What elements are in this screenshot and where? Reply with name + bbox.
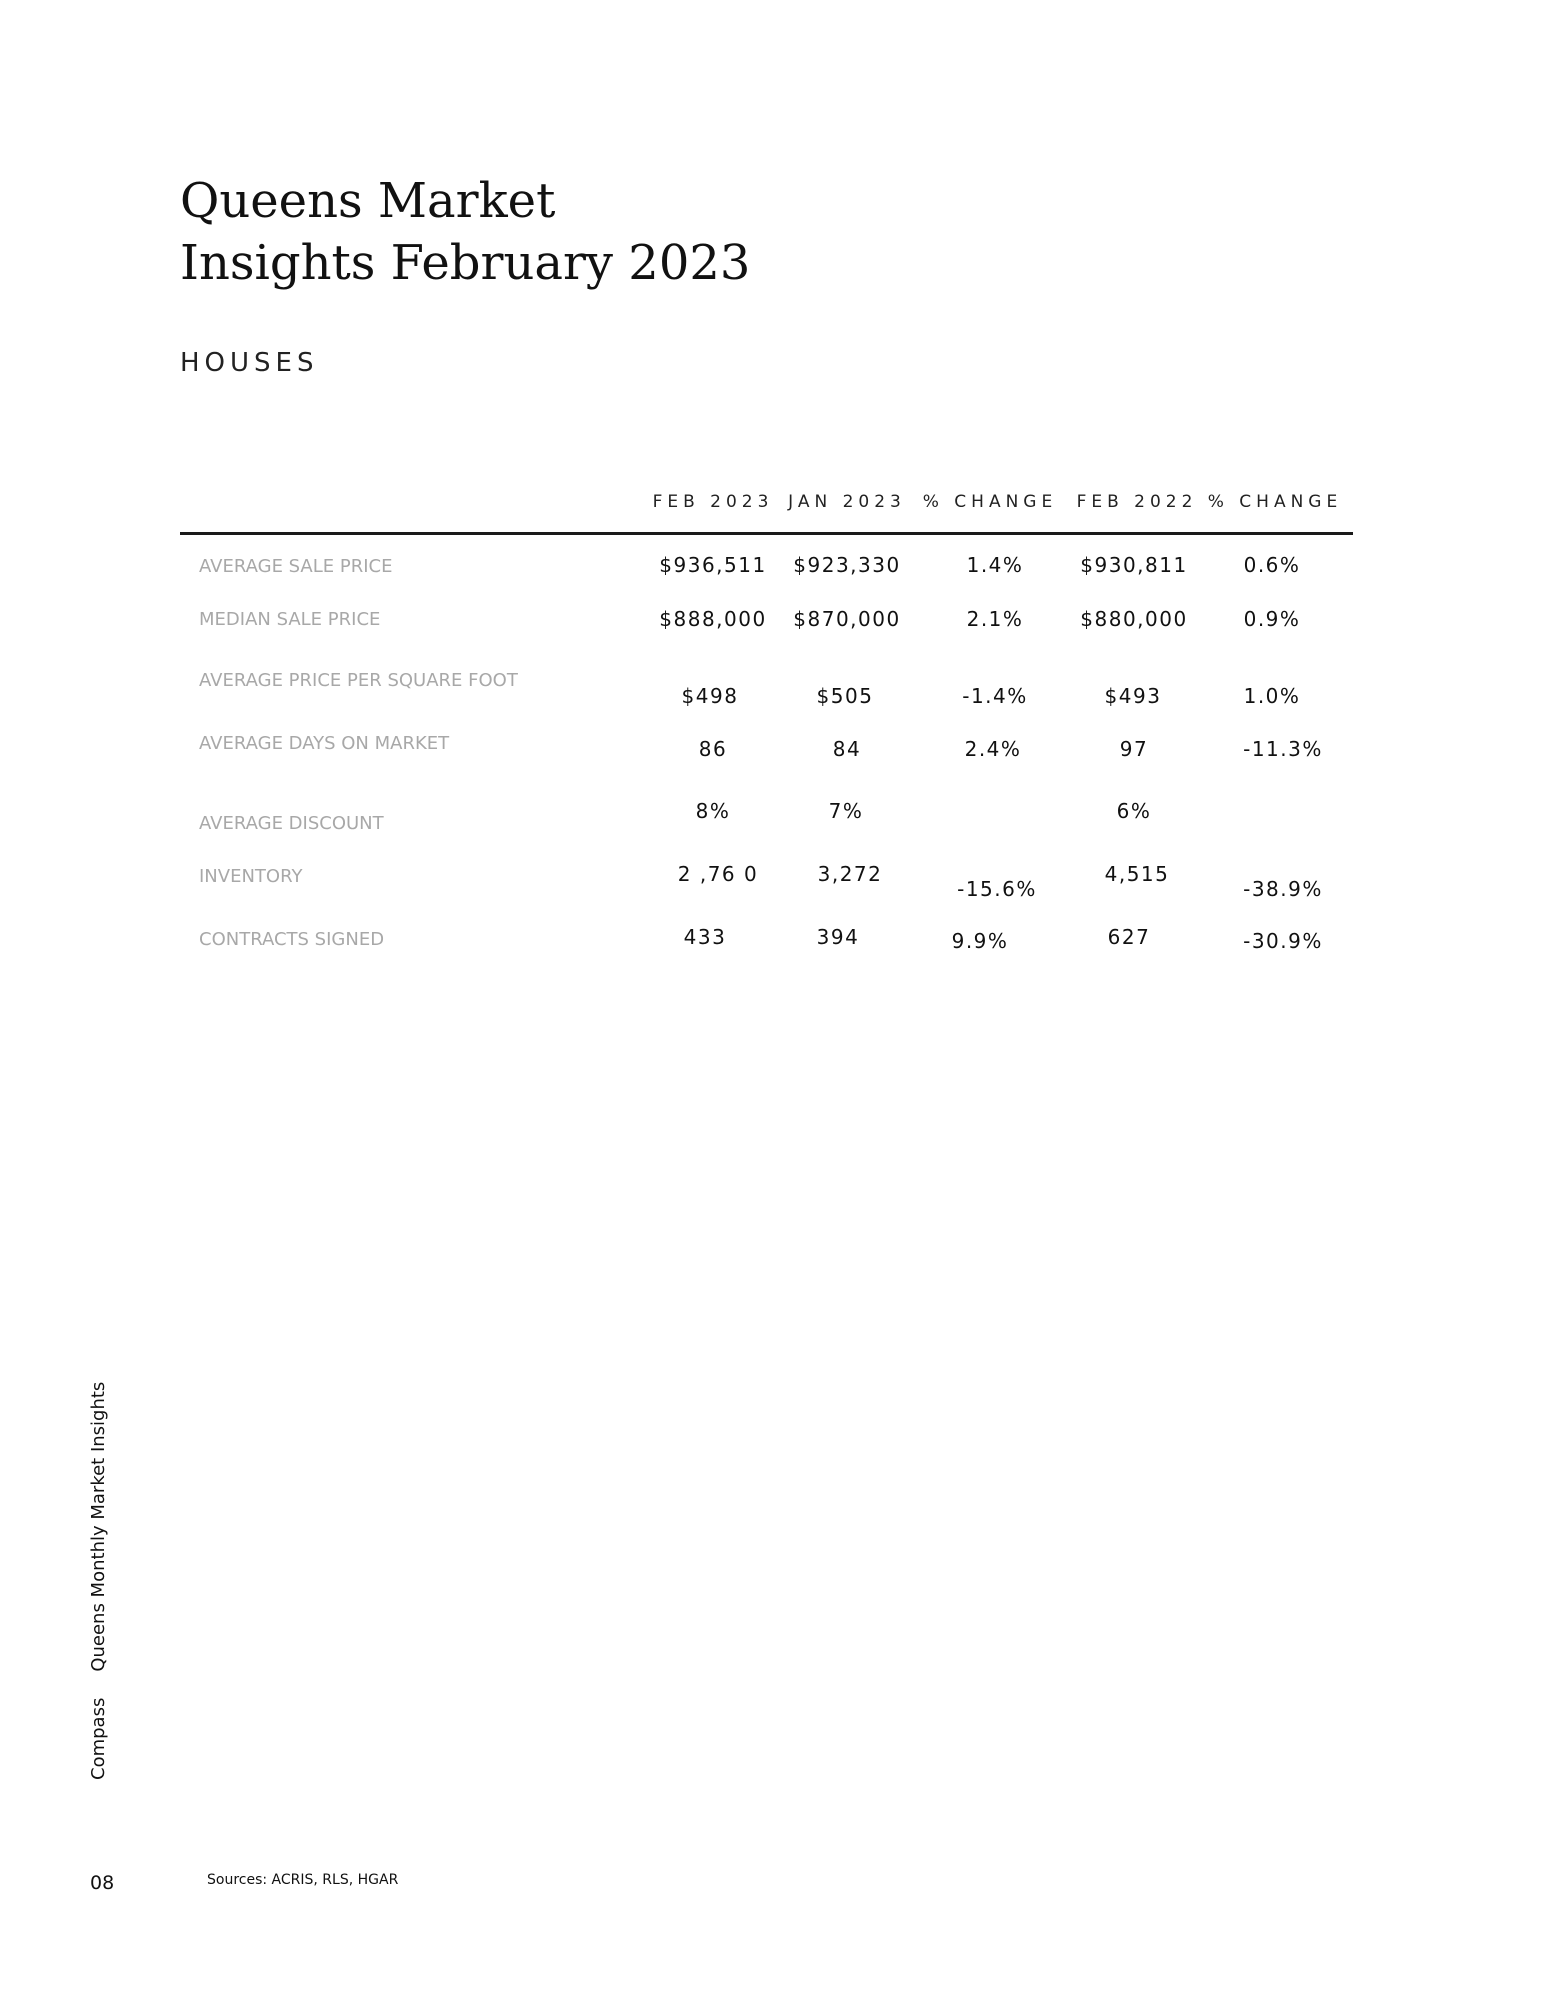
column-header-feb-2022: FEB 2022 — [1076, 492, 1198, 512]
column-header-change-mom: % CHANGE — [922, 492, 1058, 512]
cell-avg-sale-price-feb-2023: $936,511 — [659, 553, 767, 577]
page-title — [180, 170, 750, 294]
cell-days-on-market-feb-2023: 86 — [698, 737, 728, 761]
cell-median-sale-price-feb-2022: $880,000 — [1080, 607, 1188, 631]
cell-inventory-feb-2023: 2 ,76 0 — [677, 862, 759, 886]
title-line-2: Insights February 2023 — [180, 235, 751, 291]
row-label-average-sale-price: AVERAGE SALE PRICE — [199, 556, 393, 577]
cell-days-on-market-change-yoy: -11.3% — [1243, 737, 1323, 761]
cell-inventory-feb-2022: 4,515 — [1104, 862, 1170, 886]
section-label: HOUSES — [180, 348, 319, 378]
cell-discount-feb-2023: 8% — [695, 799, 731, 823]
column-header-feb-2023: FEB 2023 — [652, 492, 774, 512]
cell-inventory-change-yoy: -38.9% — [1243, 877, 1323, 901]
title-line-1: Queens Market — [180, 173, 556, 229]
side-brand: Compass — [88, 1697, 109, 1780]
column-header-jan-2023: JAN 2023 — [788, 492, 906, 512]
row-label-average-days-on-market: AVERAGE DAYS ON MARKET — [199, 733, 450, 754]
cell-days-on-market-feb-2022: 97 — [1119, 737, 1149, 761]
cell-avg-sale-price-feb-2022: $930,811 — [1080, 553, 1188, 577]
cell-contracts-feb-2023: 433 — [683, 925, 727, 949]
cell-median-sale-price-change-mom: 2.1% — [966, 607, 1024, 631]
cell-median-sale-price-change-yoy: 0.9% — [1243, 607, 1301, 631]
cell-inventory-jan-2023: 3,272 — [817, 862, 883, 886]
cell-discount-jan-2023: 7% — [828, 799, 864, 823]
cell-price-per-sqft-change-mom: -1.4% — [962, 684, 1028, 708]
cell-discount-feb-2022: 6% — [1116, 799, 1152, 823]
cell-days-on-market-jan-2023: 84 — [832, 737, 862, 761]
header-divider — [180, 532, 1353, 535]
cell-price-per-sqft-feb-2023: $498 — [681, 684, 739, 708]
side-running-title — [88, 1382, 109, 1780]
page-number: 08 — [90, 1872, 115, 1894]
cell-median-sale-price-feb-2023: $888,000 — [659, 607, 767, 631]
column-header-change-yoy: % CHANGE — [1207, 492, 1343, 512]
cell-median-sale-price-jan-2023: $870,000 — [793, 607, 901, 631]
row-label-inventory: INVENTORY — [199, 866, 303, 887]
cell-price-per-sqft-jan-2023: $505 — [816, 684, 874, 708]
cell-price-per-sqft-feb-2022: $493 — [1104, 684, 1162, 708]
cell-avg-sale-price-change-mom: 1.4% — [966, 553, 1024, 577]
cell-price-per-sqft-change-yoy: 1.0% — [1243, 684, 1301, 708]
cell-contracts-change-mom: 9.9% — [951, 929, 1009, 953]
cell-contracts-jan-2023: 394 — [816, 925, 860, 949]
row-label-contracts-signed: CONTRACTS SIGNED — [199, 929, 385, 950]
cell-contracts-feb-2022: 627 — [1107, 925, 1151, 949]
side-publication: Queens Monthly Market Insights — [88, 1381, 109, 1672]
cell-days-on-market-change-mom: 2.4% — [964, 737, 1022, 761]
sources-note: Sources: ACRIS, RLS, HGAR — [207, 1872, 399, 1888]
row-label-average-discount: AVERAGE DISCOUNT — [199, 813, 384, 834]
cell-contracts-change-yoy: -30.9% — [1243, 929, 1323, 953]
cell-avg-sale-price-change-yoy: 0.6% — [1243, 553, 1301, 577]
row-label-average-price-per-square-foot: AVERAGE PRICE PER SQUARE FOOT — [199, 670, 518, 691]
row-label-median-sale-price: MEDIAN SALE PRICE — [199, 609, 381, 630]
cell-inventory-change-mom: -15.6% — [957, 877, 1037, 901]
cell-avg-sale-price-jan-2023: $923,330 — [793, 553, 901, 577]
